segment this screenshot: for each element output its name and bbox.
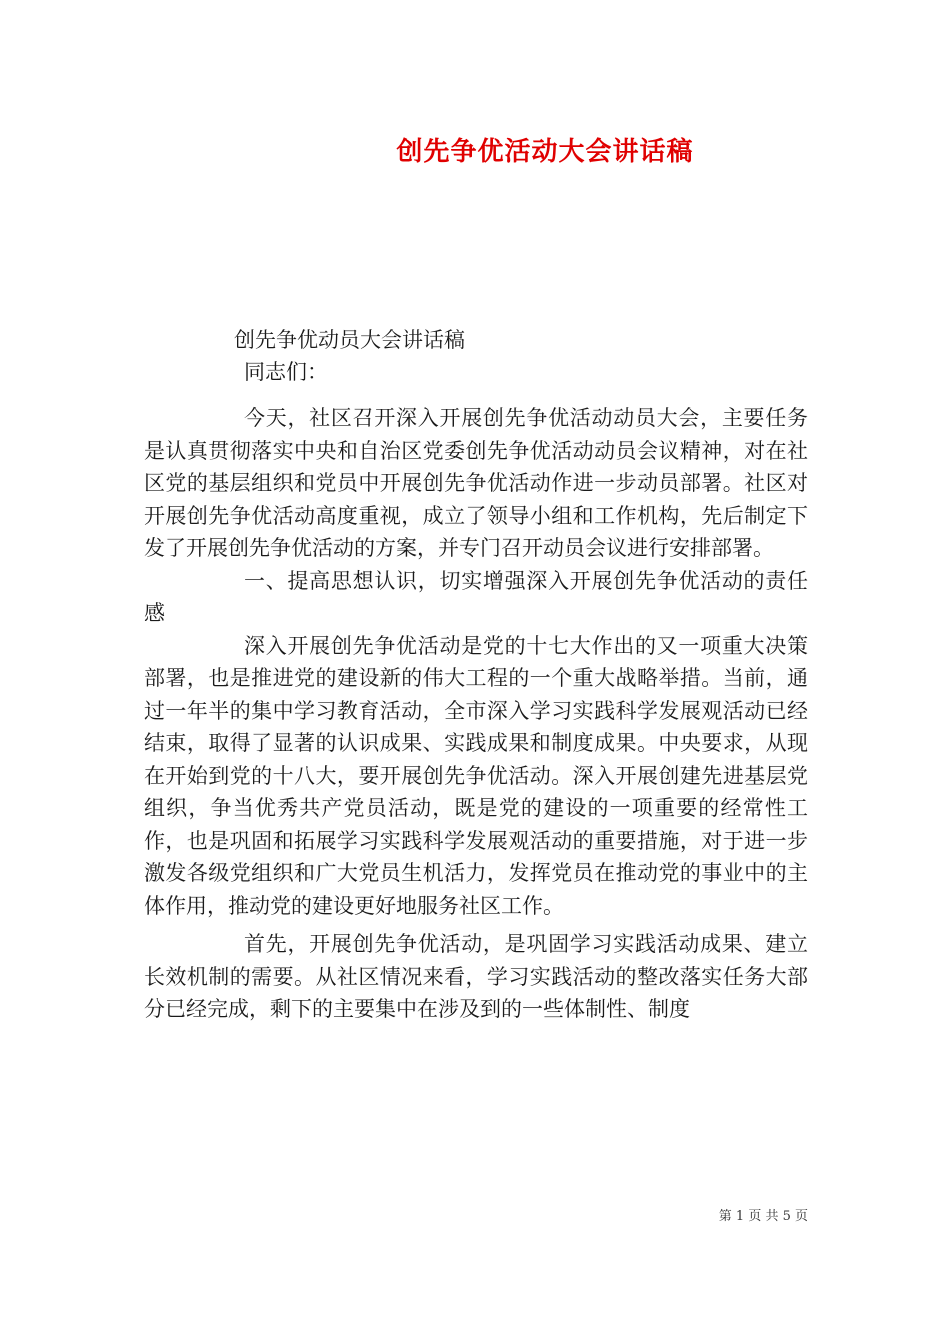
document-title: 创先争优活动大会讲话稿 [396,137,694,167]
paragraph-background: 深入开展创先争优活动是党的十七大作出的又一项重大决策部署，也是推进党的建设新的伟大工程的一个重大战略举措。当前，通过一年半的集中学习教育活动，全市深入学习实践科学发展观活动已经结束，取得了显著的认识成果、实践成果和制度成果。中央要求，从现在开始到党的十八大，要开展创先争优活动。深入开展创建先进基层党组织，争当优秀共产党员活动，既是党的建设的一项重要的经常性工作，也是巩固和拓展学习实践科学发展观活动的重要措施，对于进一步激发各级党组织和广大党员生机活力，发挥党员在推动党的事业中的主体作用，推动党的建设更好地服务社区工作。 [144,633,808,918]
greeting-line: 同志们： [244,360,328,384]
paragraph-first-point: 首先，开展创先争优活动，是巩固学习实践活动成果、建立长效机制的需要。从社区情况来看，学习实践活动的整改落实任务大部分已经完成，剩下的主要集中在涉及到的一些体制性、制度 [144,932,808,1021]
page-number-footer: 第 1 页 共 5 页 [718,1209,808,1224]
paragraph-intro: 今天，社区召开深入开展创先争优活动动员大会，主要任务是认真贯彻落实中央和自治区党委创先争优活动动员会议精神，对在社区党的基层组织和党员中开展创先争优活动作进一步动员部署。社区对开展创先争优活动高度重视，成立了领导小组和工作机构，先后制定下发了开展创先争优活动的方案，并专门召开动员会议进行安排部署。 [144,406,808,560]
document-body [144,324,808,1026]
speech-subtitle: 创先争优动员大会讲话稿 [234,328,465,352]
section-heading-1: 一、提高思想认识，切实增强深入开展创先争优活动的责任感 [144,568,808,625]
